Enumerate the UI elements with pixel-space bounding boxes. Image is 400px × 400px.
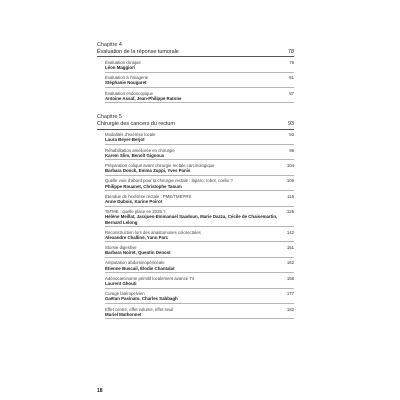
entry-authors: Barbara Noiret, Quentin Denost [105,250,171,256]
chapter-page: 78 [288,48,294,55]
entry-page: 93 [289,132,294,138]
entry-title: Préparation colique avant chirurgie rectale carcinologique [105,162,215,168]
entry-authors: Laura Beyer-Berjot [105,137,145,143]
entry-page: 78 [289,59,294,65]
chapter-block [97,42,294,103]
entry-page: 98 [289,147,294,153]
entry-rule [105,87,294,88]
entry-page: 168 [286,275,294,281]
entry-title: Quelle voie d'abord pour la chirurgie rectale : laparo, robot, coelio ? [105,178,233,184]
toc-entry [105,291,294,304]
toc-entry [105,91,294,104]
chapter-title: Évaluation de la réponse tumorale [97,48,179,55]
entry-page: 177 [286,291,294,297]
chapter-block [97,114,294,319]
entry-title: Curage latéropelvien [105,291,145,297]
entry-authors: Léon Maggiori [105,64,136,70]
chapter-page: 93 [288,120,294,127]
entry-authors: Étienne Buscail, Élodie Chantalat [105,265,175,271]
entry-authors: Alexandre Challine, Yann Parc [105,234,169,240]
chapter-number: Chapitre 5 [97,114,122,121]
entry-rule [105,206,294,207]
entry-title: Amputation abdominopérinéale [105,260,165,266]
entry-rule [105,272,294,273]
toc-entry [105,209,294,227]
toc-entry [105,260,294,273]
entry-rule [105,190,294,191]
entry-title: Adénocarcinome primitif localement avancé T4 [105,275,195,281]
entry-page: 87 [289,90,294,96]
toc-entry [105,245,294,258]
chapter-title: Chirurgie des cancers du rectum [97,120,175,127]
toc-entry [105,60,294,73]
toc-entry [105,307,294,320]
entry-page: 115 [287,193,294,199]
entry-rule [105,257,294,258]
entry-authors: Hélène Meillat, Jacques-Emmanuel Saadoun, Marie Dazza, Cécile de Chaisemartin, Bernard Lelong [105,214,278,225]
entry-page: 142 [286,229,294,235]
entry-authors: Laurent Ghouti [105,281,137,287]
toc-entry [105,178,294,191]
entry-rule [105,102,294,103]
entry-title: Stomie digestive [105,245,137,251]
entry-rule [105,159,294,160]
entry-page: 151 [286,245,294,251]
toc-entry [105,194,294,207]
chapter-rule [97,129,294,130]
toc-entry [105,230,294,243]
entry-rule [105,318,294,319]
entry-page: 108 [286,178,294,184]
entry-title: Réhabilitation améliorée en chirurgie [105,147,175,153]
entry-authors: Stéphanie Nougaret [105,80,147,86]
entry-authors: Muriel Mathonnet [105,311,142,317]
entry-title: Évaluation endoscopique [105,90,154,96]
entry-page: 162 [286,260,294,266]
entry-title: Effet centre, effet volume, effet seuil [105,306,174,312]
toc-entry [105,75,294,88]
entry-authors: Barbara Donck, Emma Zuppi, Yves Panis [105,168,191,174]
entry-title: Étendue de l'exérèse rectale : PME/TMEPRS [105,193,192,199]
entry-rule [105,241,294,242]
toc-entry [105,276,294,289]
entry-rule [105,288,294,289]
entry-authors: Anne Dubois, Karine Poirot [105,198,163,204]
entry-title: Reconstruction lors des anastomoses colorectales [105,229,201,235]
entry-rule [105,144,294,145]
entry-rule [105,175,294,176]
table-of-contents [97,42,294,330]
entry-authors: Philippe Rouanet, Christophe Taoum [105,183,182,189]
entry-title: Évaluation clinique [105,59,141,65]
entry-title: Modalités d'exérèse locale [105,132,156,138]
entry-page: 104 [286,162,294,168]
toc-entry [105,132,294,145]
entry-rule [105,72,294,73]
entry-page: 126 [286,209,294,215]
chapter-title-row [97,49,294,56]
entry-title: TaTME : quelle place en 2025 ? [105,209,166,215]
entry-rule [105,303,294,304]
toc-entry [105,148,294,161]
entry-authors: Gaëtan Pasinato, Charles Sabbagh [105,296,178,302]
toc-entry [105,163,294,176]
entry-authors: Karem Slim, Benoît Gignoux [105,152,165,158]
entry-title: Évaluation à l'imagerie [105,75,149,81]
page-number: 18 [97,388,103,394]
chapter-rule [97,56,294,57]
entry-authors: Antoine Assaf, Jean-Philippe Ratone [105,95,182,101]
chapter-title-row [97,121,294,128]
chapter-number: Chapitre 4 [97,42,122,48]
entry-page: 182 [286,306,294,312]
entry-rule [105,226,294,227]
entry-page: 81 [289,75,294,81]
